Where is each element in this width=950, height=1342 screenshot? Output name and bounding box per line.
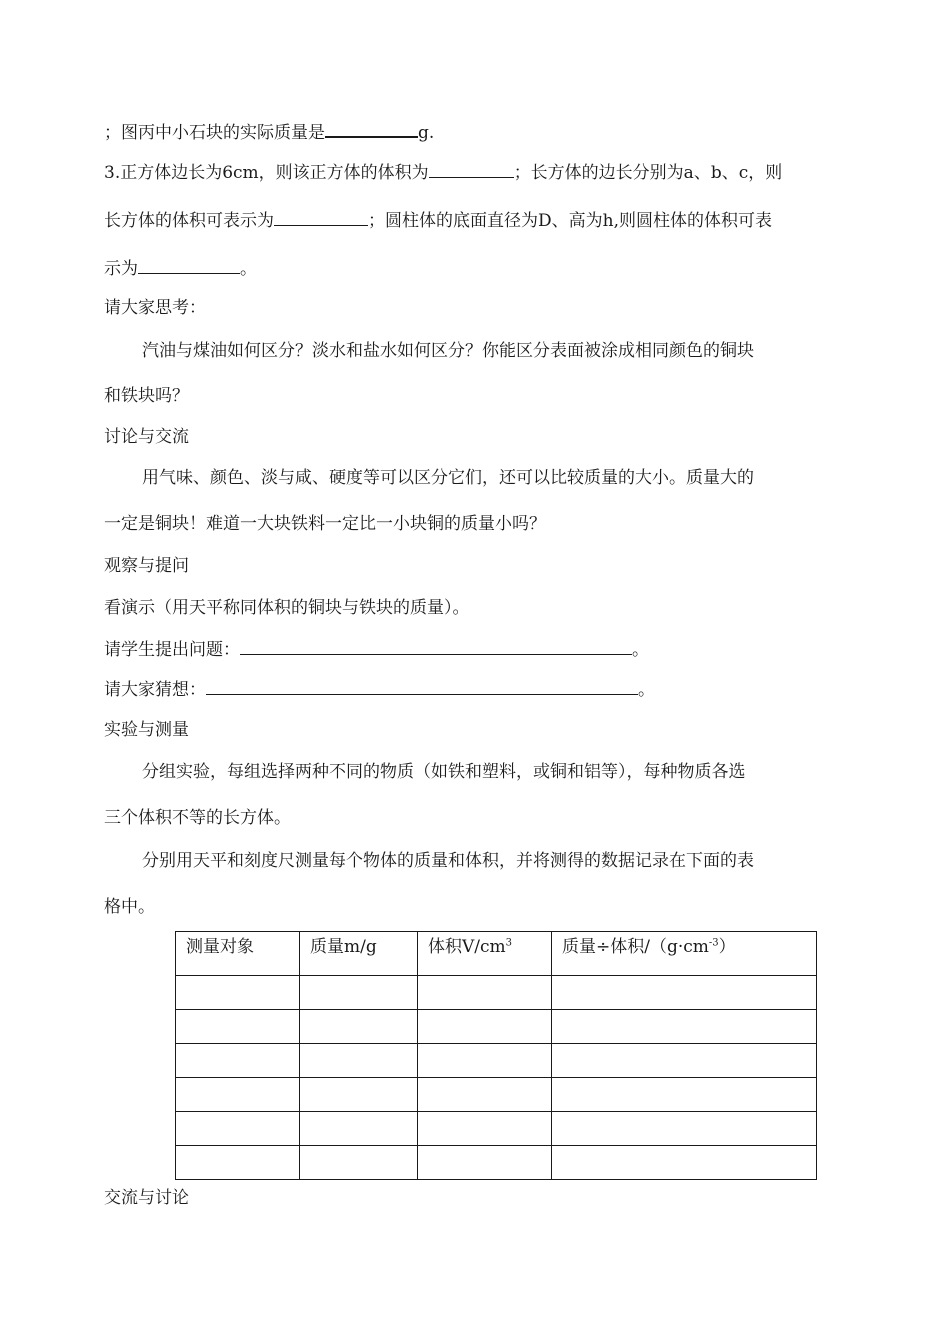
discuss-paragraph-line-1: 用气味、颜色、淡与咸、硬度等可以区分它们，还可以比较质量的大小。质量大的 <box>142 468 754 488</box>
table-cell[interactable] <box>300 1044 418 1078</box>
stone-mass-text: ；图丙中小石块的实际质量是 <box>104 123 325 143</box>
header-volume-exponent: 3 <box>505 937 513 949</box>
cylinder-volume-end: 。 <box>240 259 257 279</box>
table-cell[interactable] <box>176 1078 300 1112</box>
experiment-paragraph-line-1: 分组实验，每组选择两种不同的物质（如铁和塑料，或铜和铝等），每种物质各选 <box>142 762 746 782</box>
table-cell[interactable] <box>176 1112 300 1146</box>
discuss-heading: 讨论与交流 <box>104 427 189 447</box>
table-cell[interactable] <box>418 1078 552 1112</box>
experiment-paragraph-line-2: 三个体积不等的长方体。 <box>104 808 291 828</box>
measurement-table <box>175 931 817 1180</box>
guess-label: 请大家猜想： <box>104 680 206 700</box>
header-volume <box>418 932 552 976</box>
table-cell[interactable] <box>552 1078 817 1112</box>
table-row <box>176 976 817 1010</box>
header-ratio-text: 质量÷体积/（g·cm <box>562 937 709 957</box>
discuss-paragraph-line-2: 一定是铜块！难道一大块铁料一定比一小块铜的质量小吗？ <box>104 514 546 534</box>
header-object <box>176 932 300 976</box>
guess-line <box>104 677 655 702</box>
think-paragraph-line-2: 和铁块吗？ <box>104 386 189 406</box>
experiment-paragraph-line-3: 分别用天平和刻度尺测量每个物体的质量和体积，并将测得的数据记录在下面的表 <box>142 851 754 871</box>
exchange-heading: 交流与讨论 <box>104 1188 189 1208</box>
table-cell[interactable] <box>300 1146 418 1180</box>
header-mass <box>300 932 418 976</box>
cylinder-text: ；圆柱体的底面直径为D、高为h,则圆柱体的体积可表 <box>368 211 772 231</box>
table-row <box>176 1044 817 1078</box>
ask-question-line <box>104 637 649 662</box>
table-cell[interactable] <box>552 1146 817 1180</box>
table-cell[interactable] <box>418 976 552 1010</box>
table-cell[interactable] <box>418 1044 552 1078</box>
ask-question-blank[interactable] <box>240 637 632 655</box>
cuboid-volume-question <box>104 208 772 233</box>
ask-question-end: 。 <box>632 640 649 660</box>
table-row <box>176 1078 817 1112</box>
table-row <box>176 1146 817 1180</box>
table-cell[interactable] <box>176 1146 300 1180</box>
cuboid-volume-blank[interactable] <box>274 208 368 226</box>
table-cell[interactable] <box>418 1010 552 1044</box>
table-cell[interactable] <box>300 976 418 1010</box>
table-cell[interactable] <box>176 1010 300 1044</box>
table-row <box>176 1112 817 1146</box>
cylinder-volume-blank[interactable] <box>138 256 240 274</box>
cube-volume-blank[interactable] <box>429 160 514 178</box>
cuboid-volume-text: 长方体的体积可表示为 <box>104 211 274 231</box>
stone-mass-question <box>104 119 434 145</box>
think-heading: 请大家思考： <box>104 298 206 318</box>
stone-mass-blank[interactable] <box>325 119 418 138</box>
cuboid-edges-text: ；长方体的边长分别为a、b、c，则 <box>513 163 783 183</box>
table-row <box>176 1010 817 1044</box>
table-cell[interactable] <box>552 1112 817 1146</box>
stone-mass-unit: g. <box>418 123 435 143</box>
table-cell[interactable] <box>418 1112 552 1146</box>
table-header-row <box>176 932 817 976</box>
table-cell[interactable] <box>552 1044 817 1078</box>
header-ratio-close: ） <box>718 937 736 957</box>
header-volume-text: 体积V/cm <box>428 937 506 957</box>
table-cell[interactable] <box>552 976 817 1010</box>
guess-blank[interactable] <box>206 677 638 695</box>
experiment-paragraph-line-4: 格中。 <box>104 897 155 917</box>
experiment-heading: 实验与测量 <box>104 720 189 740</box>
cube-volume-text: 3.正方体边长为6cm，则该正方体的体积为 <box>104 163 429 183</box>
ask-question-label: 请学生提出问题： <box>104 640 240 660</box>
table-cell[interactable] <box>300 1112 418 1146</box>
table-cell[interactable] <box>300 1078 418 1112</box>
header-mass-text: 质量m/g <box>310 937 377 957</box>
header-ratio <box>552 932 817 976</box>
table-cell[interactable] <box>552 1010 817 1044</box>
table-cell[interactable] <box>418 1146 552 1180</box>
cylinder-volume-question <box>104 256 257 281</box>
table-cell[interactable] <box>300 1010 418 1044</box>
header-ratio-exponent: -3 <box>708 937 719 949</box>
cylinder-volume-text: 示为 <box>104 259 138 279</box>
think-paragraph-line-1: 汽油与煤油如何区分？淡水和盐水如何区分？你能区分表面被涂成相同颜色的铜块 <box>142 341 754 361</box>
guess-end: 。 <box>638 680 655 700</box>
observe-demo-text: 看演示（用天平称同体积的铜块与铁块的质量）。 <box>104 598 470 618</box>
cube-volume-question <box>104 160 782 185</box>
header-object-text: 测量对象 <box>186 937 254 957</box>
table-cell[interactable] <box>176 976 300 1010</box>
observe-heading: 观察与提问 <box>104 556 189 576</box>
table-cell[interactable] <box>176 1044 300 1078</box>
